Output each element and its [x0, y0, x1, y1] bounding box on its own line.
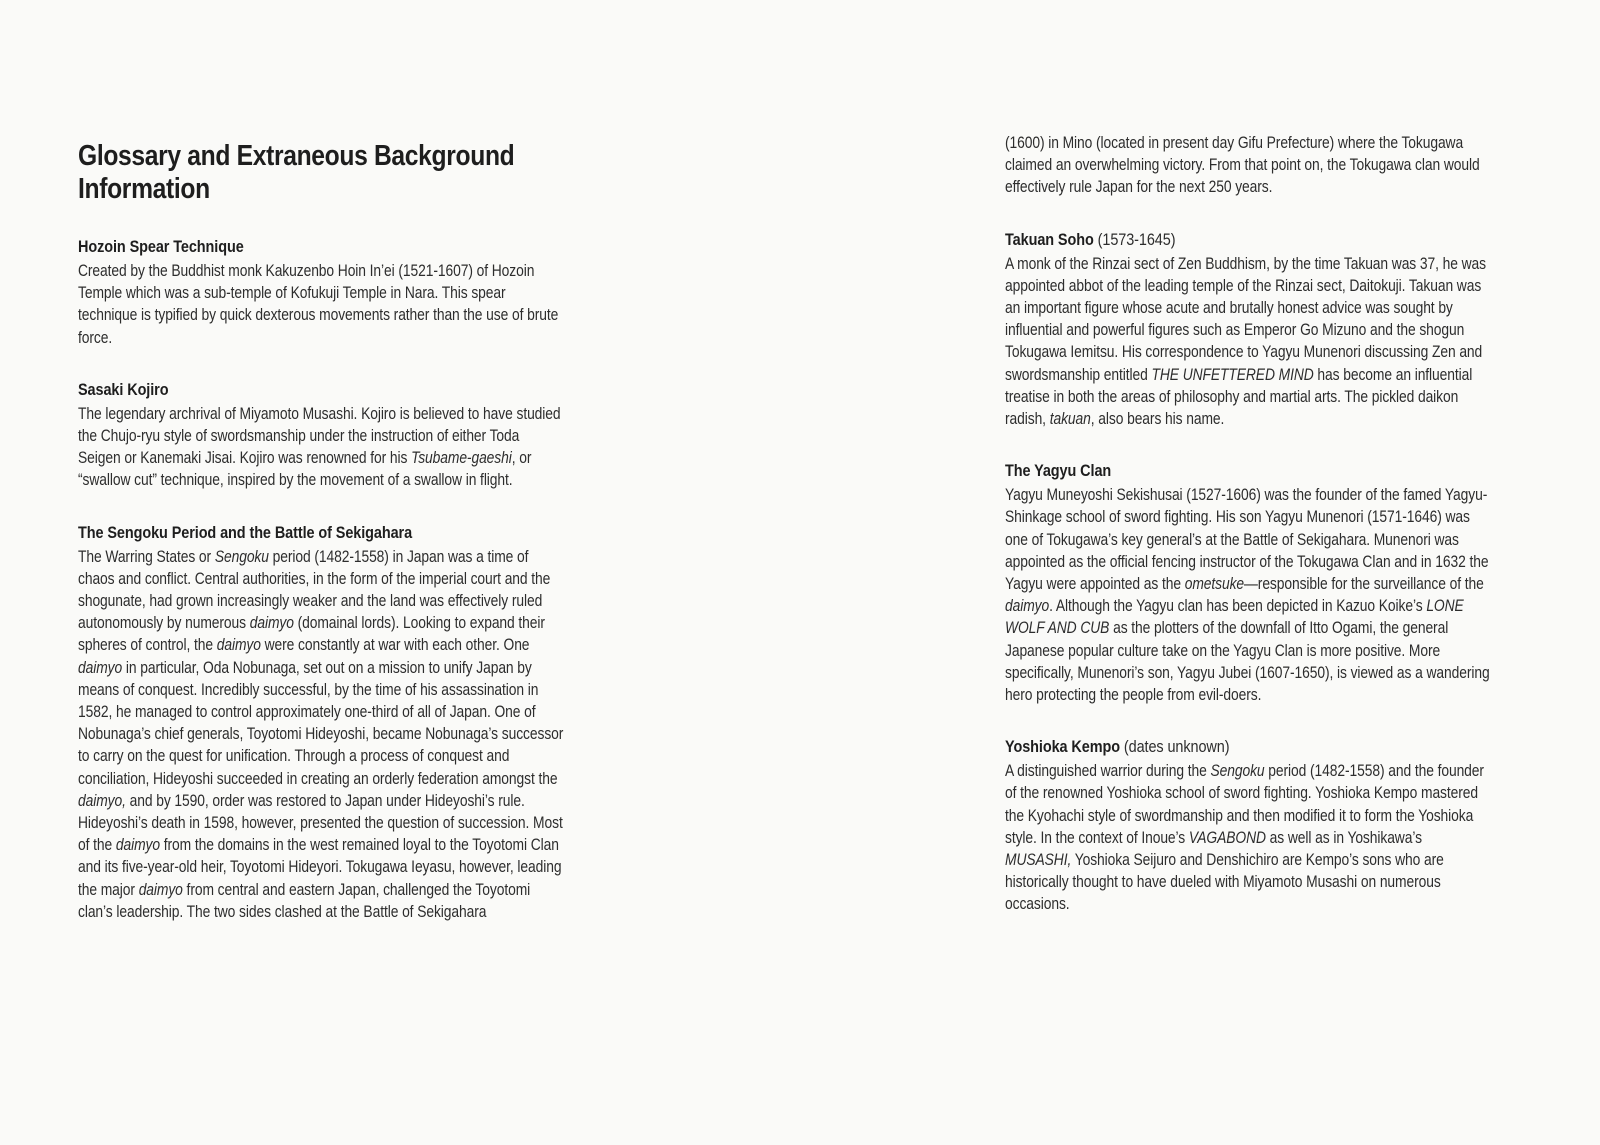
glossary-section — [78, 236, 564, 349]
italic-term: VAGABOND — [1188, 828, 1266, 847]
section-heading-name: Sasaki Kojiro — [78, 379, 169, 399]
glossary-section — [1005, 736, 1491, 915]
body-text: Yoshioka Seijuro and Denshichiro are Kempo’s sons who are historically thought to have dueled with Miyamoto Musashi on numerous occasions. — [1005, 851, 1444, 914]
page-left — [78, 140, 564, 923]
section-heading — [1005, 229, 1491, 251]
italic-term: daimyo, — [78, 791, 126, 810]
glossary-section — [1005, 229, 1491, 431]
body-text: as well as in Yoshikawa’s — [1265, 828, 1422, 847]
body-text: were constantly at war with each other. One — [260, 636, 530, 655]
page-title: Glossary and Extraneous Background Information — [78, 140, 515, 205]
section-heading — [78, 522, 564, 544]
body-text: A distinguished warrior during the — [1005, 762, 1211, 781]
section-heading-name: Yoshioka Kempo — [1005, 737, 1120, 757]
section-paragraph — [78, 260, 564, 349]
section-heading — [1005, 736, 1491, 758]
body-text: period (1482-1558) in Japan was a time of chaos and conflict. Central authorities, in the form of the imperial court and the shogunate, had grown increasingly weaker and the land was effectively ruled autonomously by numerous — [78, 547, 551, 633]
body-text: (domainal lords). Looking to expand their spheres of control, the — [78, 614, 545, 655]
section-paragraph — [78, 546, 564, 923]
right-page-sections — [1005, 229, 1491, 916]
body-text: from the domains in the west remained loyal to the Toyotomi Clan and its five-year-old heir, Toyotomi Hideyori. Tokugawa Ieyasu, however, leading the major — [78, 836, 562, 899]
left-page-sections — [78, 236, 564, 923]
section-paragraph — [1005, 484, 1491, 706]
body-text: , or “swallow cut” technique, inspired by the movement of a swallow in flight. — [78, 449, 532, 490]
italic-term: Tsubame-gaeshi — [411, 449, 512, 468]
body-text: has become an influential treatise in both the areas of philosophy and martial arts. The pickled daikon radish, — [1005, 365, 1473, 429]
body-text: period (1482-1558) and the founder of the renowned Yoshioka school of sword fighting. Yoshioka Kempo mastered the Kyohachi style of swordmanship and then modified it to form the Yoshioka style. In the context of Inoue’s — [1005, 762, 1484, 847]
glossary-section — [1005, 460, 1491, 706]
glossary-section — [78, 379, 564, 492]
italic-term: daimyo — [1005, 597, 1050, 616]
italic-term: daimyo — [115, 836, 160, 855]
body-text: from central and eastern Japan, challenged the Toyotomi clan’s leadership. The two sides clashed at the Battle of Sekigahara — [78, 880, 531, 921]
section-heading — [78, 379, 564, 401]
section-heading-name: The Sengoku Period and the Battle of Sekigahara — [78, 522, 413, 542]
body-text: A monk of the Rinzai sect of Zen Buddhism, by the time Takuan was 37, he was appointed abbot of the leading temple of the Rinzai sect, Daitokuji. Takuan was an important figure whose acute and brutally honest advice was sought by influential and powerful figures such as Emperor Go Mizuno and the shogun Tokugawa Iemitsu. His correspondence to Yagyu Munenori discussing Zen and swordsmanship entitled — [1005, 254, 1486, 384]
section-heading-name: Hozoin Spear Technique — [78, 237, 244, 256]
section-heading — [78, 236, 564, 258]
italic-term: daimyo — [216, 636, 261, 655]
body-text: (1600) in Mino (located in present day Gifu Prefecture) where the Tokugawa claimed an overwhelming victory. From that point on, the Tokugawa clan would effectively rule Japan for the next 250 years. — [1005, 134, 1480, 197]
section-heading-dates: (1573-1645) — [1093, 229, 1176, 249]
body-text: in particular, Oda Nobunaga, set out on a mission to unify Japan by means of conquest. Incredibly successful, by the time of his assassination in 1582, he managed to control approximately one-third of all of Japan. One of Nobunaga’s chief generals, Toyotomi Hideyoshi, became Nobunaga’s successor to carry on the quest for unification. Through a process of conquest and conciliation, Hideyoshi succeeded in creating an orderly federation amongst the — [78, 658, 564, 788]
section-heading — [1005, 460, 1491, 482]
italic-term: daimyo — [249, 614, 294, 633]
section-heading-dates: (dates unknown) — [1119, 737, 1230, 757]
italic-term: ometsuke — [1184, 575, 1245, 594]
section-paragraph — [78, 403, 564, 492]
glossary-section — [78, 522, 564, 923]
continuation-paragraph — [1005, 132, 1491, 199]
section-heading-name: Takuan Soho — [1005, 229, 1094, 249]
italic-term: Sengoku — [214, 547, 269, 566]
italic-term: daimyo — [78, 658, 123, 677]
section-heading-name: The Yagyu Clan — [1005, 461, 1112, 481]
italic-term: MUSASHI, — [1005, 851, 1072, 870]
body-text: The Warring States or — [78, 547, 215, 566]
italic-term: takuan — [1049, 410, 1091, 429]
body-text: The legendary archrival of Miyamoto Musashi. Kojiro is believed to have studied the Chujo-ryu style of swordsmanship under the instruction of either Toda Seigen or Kanemaki Jisai. Kojiro was renowned for his — [78, 404, 561, 468]
body-text: as the plotters of the downfall of Itto Ogami, the general Japanese popular culture take on the Yagyu Clan is more positive. More specifically, Munenori’s son, Yagyu Jubei (1607-1650), is viewed as a wandering hero protecting the people from evil-doers. — [1005, 619, 1490, 705]
body-text: , also bears his name. — [1090, 410, 1225, 429]
body-text: Created by the Buddhist monk Kakuzenbo Hoin In’ei (1521-1607) of Hozoin Temple which was a sub-temple of Kofukuji Temple in Nara. This spear technique is typified by quick dexterous movements rather than the use of brute force. — [78, 262, 559, 347]
italic-term: LONE WOLF AND CUB — [1005, 597, 1464, 638]
body-text: and by 1590, order was restored to Japan under Hideyoshi’s rule. Hideyoshi’s death in 1598, however, presented the question of succession. Most of the — [78, 791, 563, 855]
italic-term: Sengoku — [1210, 762, 1265, 781]
italic-term: THE UNFETTERED MIND — [1151, 365, 1314, 384]
section-paragraph — [1005, 760, 1491, 915]
body-text: Yagyu Muneyoshi Sekishusai (1527-1606) was the founder of the famed Yagyu-Shinkage school of sword fighting. His son Yagyu Munenori (1571-1646) was one of Tokugawa’s key general’s at the Battle of Sekigahara. Munenori was appointed as the official fencing instructor of the Tokugawa Clan and in 1632 the Yagyu were appointed as the — [1005, 486, 1489, 594]
body-text: . Although the Yagyu clan has been depicted in Kazuo Koike’s — [1049, 597, 1427, 616]
section-paragraph — [1005, 253, 1491, 431]
body-text: —responsible for the surveillance of the — [1244, 575, 1484, 594]
italic-term: daimyo — [138, 880, 183, 899]
page-right — [1005, 132, 1491, 916]
